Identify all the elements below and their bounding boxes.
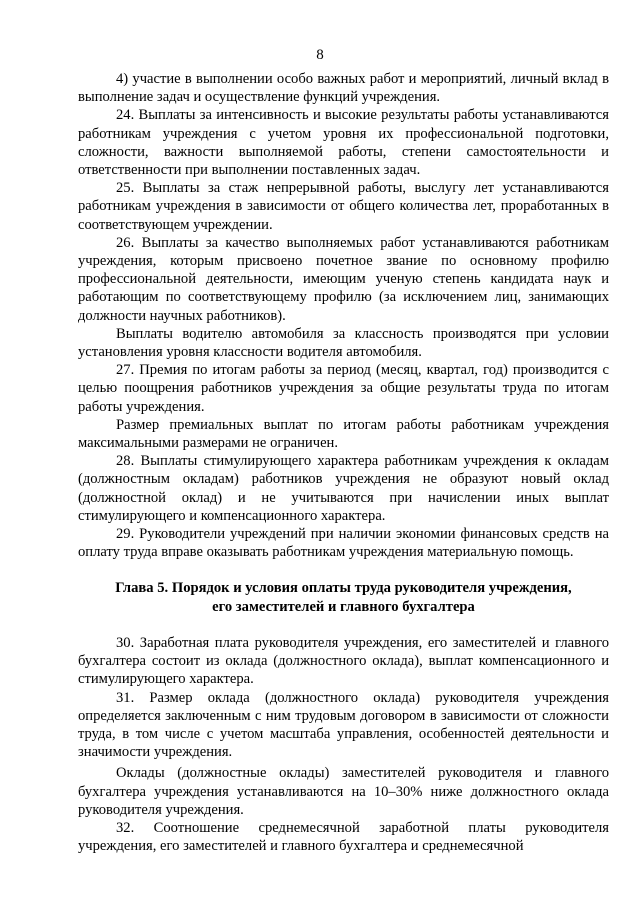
chapter-heading — [78, 579, 609, 615]
paragraph-25: 25. Выплаты за стаж непрерывной работы, выслугу лет устанавливаются работникам учреждения в зависимости от общего количества лет, проработанных в соответствующем учреждении. — [78, 180, 609, 233]
paragraph-deputy-salaries: Оклады (должностные оклады) заместителей руководителя и главного бухгалтера учреждения устанавливаются на 10–30% ниже должностного оклада руководителя учреждения. — [78, 765, 609, 818]
paragraph-27: 27. Премия по итогам работы за период (месяц, квартал, год) производится с целью поощрения работников учреждения за общие результаты труда по итогам работы учреждения. — [78, 362, 609, 415]
chapter-heading-line-2: его заместителей и главного бухгалтера — [212, 598, 475, 615]
paragraph-30: 30. Заработная плата руководителя учреждения, его заместителей и главного бухгалтера состоит из оклада (должностного оклада), выплат компенсационного и стимулирующего характера. — [78, 634, 609, 688]
paragraph-bonus-size: Размер премиальных выплат по итогам работы работникам учреждения максимальными размерами не ограничен. — [78, 416, 609, 452]
chapter-heading-line-1: Глава 5. Порядок и условия оплаты труда руководителя учреждения, — [115, 580, 572, 597]
paragraph-26: 26. Выплаты за качество выполняемых работ устанавливаются работникам учреждения, которым присвоено почетное звание по основному профилю профессиональной деятельности, имеющим ученую степень кандидата наук и работающим по соответствующему профилю (за исключением лиц, занимающих должности научных работников). — [78, 234, 609, 324]
paragraph-32: 32. Соотношение среднемесячной заработной платы руководителя учреждения, его заместителей и главного бухгалтера и среднемесячной — [78, 819, 609, 855]
paragraph-28: 28. Выплаты стимулирующего характера работникам учреждения к окладам (должностным окладам) работников учреждения не образуют новый оклад (должностной оклад) и не учитываются при начислении иных выплат стимулирующего и компенсационного характера. — [78, 453, 609, 524]
paragraph-driver-class: Выплаты водителю автомобиля за классность производятся при условии установления уровня классности водителя автомобиля. — [78, 325, 609, 361]
paragraph-24: 24. Выплаты за интенсивность и высокие результаты работы устанавливаются работникам учреждения с учетом уровня их профессиональной подготовки, сложности, важности выполняемой работы, степени самостоятельности и ответственности при выполнении поставленных задач. — [78, 107, 609, 179]
document-body — [78, 70, 609, 855]
page-number: 8 — [316, 47, 324, 63]
paragraph-item-4: 4) участие в выполнении особо важных работ и мероприятий, личный вклад в выполнение задач и осуществление функций учреждения. — [78, 71, 609, 106]
paragraph-29: 29. Руководители учреждений при наличии экономии финансовых средств на оплату труда вправе оказывать работникам учреждения материальную помощь. — [78, 526, 609, 561]
paragraph-31: 31. Размер оклада (должностного оклада) руководителя учреждения определяется заключенным с ним трудовым договором в зависимости от сложности труда, в том числе с учетом масштаба управления, особенностей деятельности и значимости учреждения. — [78, 689, 609, 761]
